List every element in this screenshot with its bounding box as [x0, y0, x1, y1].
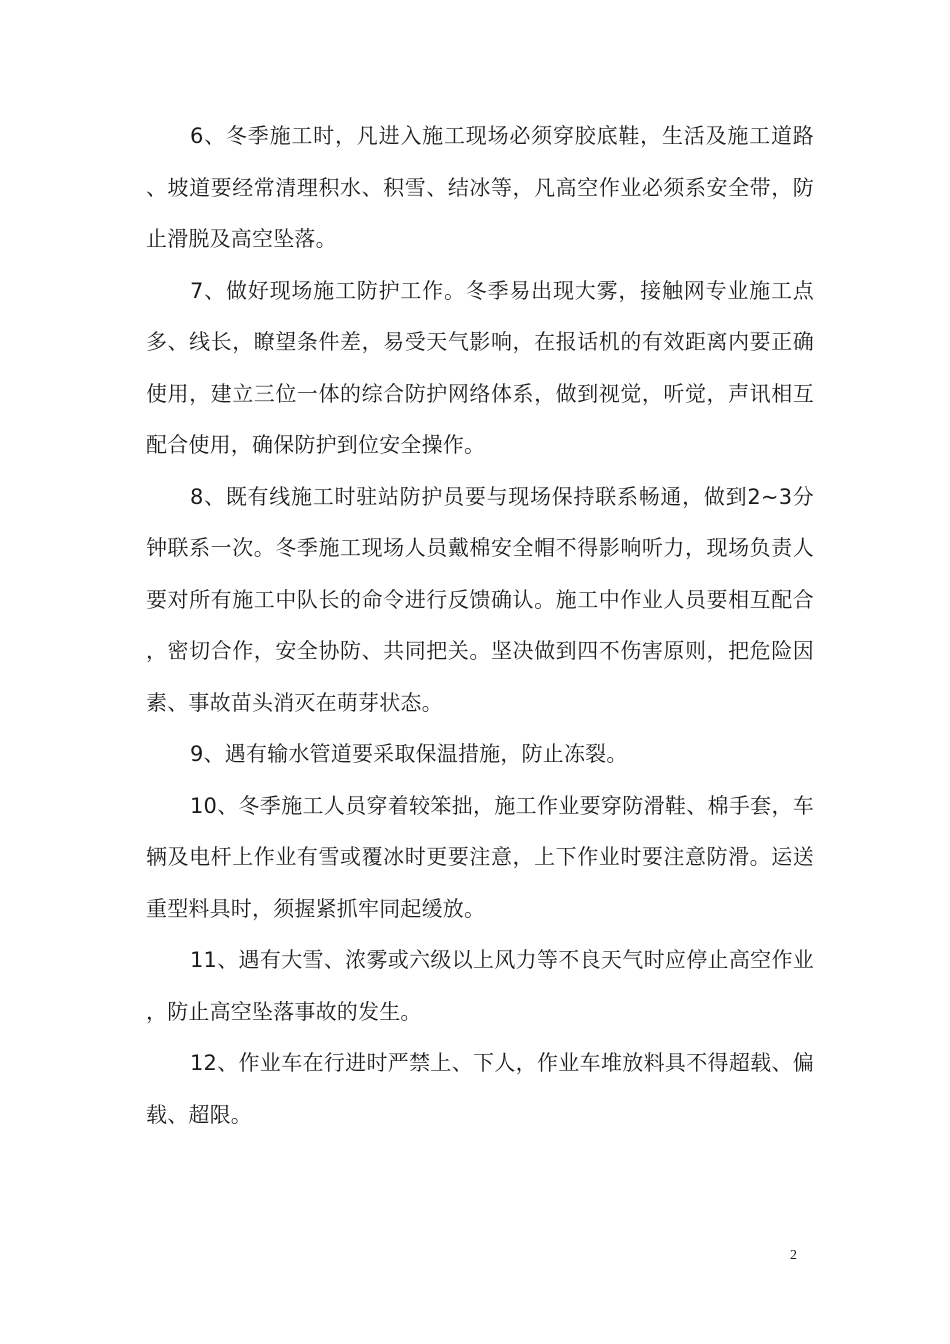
paragraph-item-6: 6、冬季施工时，凡进入施工现场必须穿胶底鞋，生活及施工道路、坡道要经常清理积水、积雪、结冰等，凡高空作业必须系安全带，防止滑脱及高空坠落。: [146, 124, 814, 251]
paragraph-item-9: 9、遇有输水管道要采取保温措施，防止冻裂。: [190, 742, 628, 766]
paragraph-item-7: 7、做好现场施工防护工作。冬季易出现大雾，接触网专业施工点多、线长，瞭望条件差，易受天气影响，在报话机的有效距离内要正确使用，建立三位一体的综合防护网络体系，做到视觉，听觉，声讯相互配合使用，确保防护到位安全操作。: [146, 278, 814, 457]
paragraph-item-8: 8、既有线施工时驻站防护员要与现场保持联系畅通，做到2~3分钟联系一次。冬季施工现场人员戴棉安全帽不得影响听力，现场负责人要对所有施工中队长的命令进行反馈确认。施工中作业人员要相互配合，密切合作，安全协防、共同把关。坚决做到四不伤害原则，把危险因素、事故苗头消灭在萌芽状态。: [146, 484, 814, 715]
paragraph-item-12: 12、作业车在行进时严禁上、下人，作业车堆放料具不得超载、偏载、超限。: [146, 1051, 814, 1127]
paragraph-item-10: 10、冬季施工人员穿着较笨拙，施工作业要穿防滑鞋、棉手套，车辆及电杆上作业有雪或覆冰时更要注意，上下作业时要注意防滑。运送重型料具时，须握紧抓牢同起缓放。: [146, 793, 814, 921]
page-number: 2: [790, 1248, 797, 1263]
document-body: [146, 111, 814, 1141]
paragraph-item-11: 11、遇有大雪、浓雾或六级以上风力等不良天气时应停止高空作业，防止高空坠落事故的发生。: [146, 948, 814, 1024]
